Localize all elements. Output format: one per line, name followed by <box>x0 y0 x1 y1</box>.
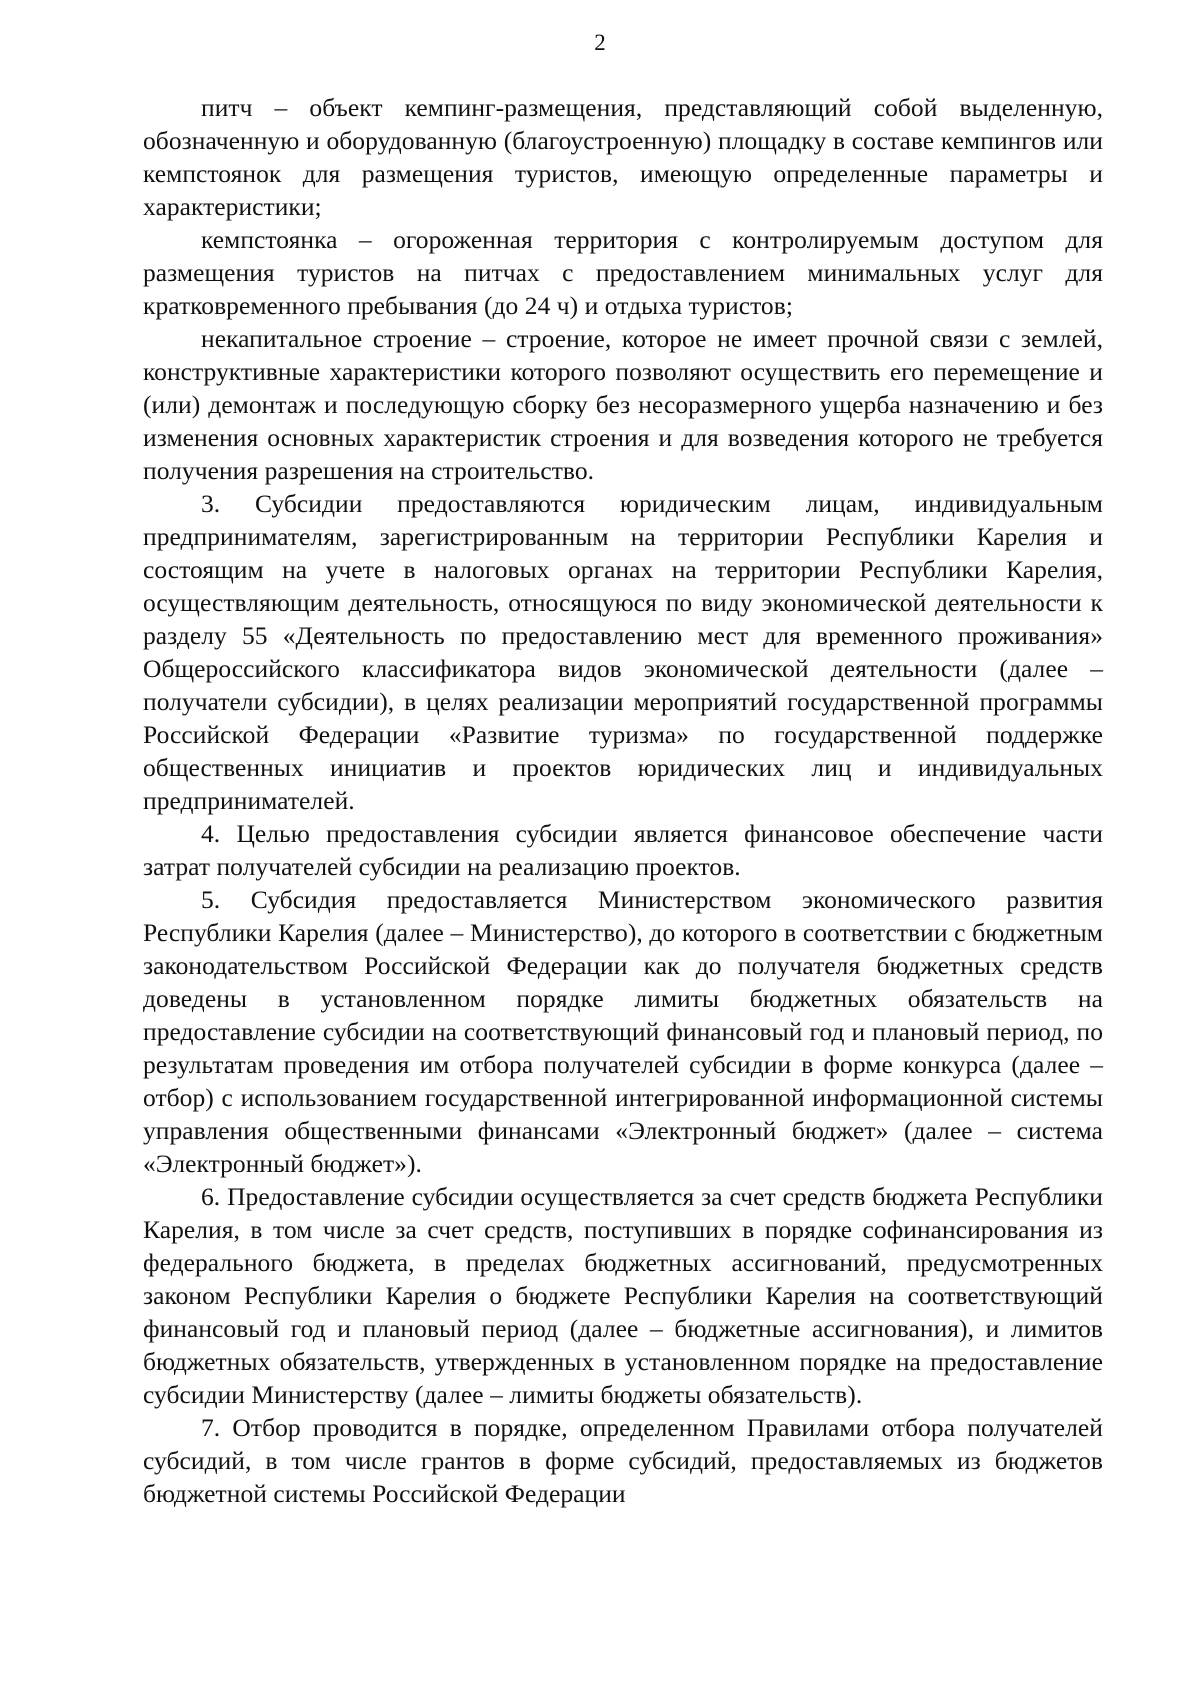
paragraph-campsite-definition: кемпстоянка – огороженная территория с контролируемым доступом для размещения туристов на питчах с предоставлением минимальных услуг для кратковременного пребывания (до 24 ч) и отдыха туристов; <box>143 225 1103 320</box>
page-number: 2 <box>594 30 606 55</box>
paragraph-temporary-structure-definition: некапитальное строение – строение, которое не имеет прочной связи с землей, конструктивные характеристики которого позволяют осуществить его перемещение и (или) демонтаж и последующую сборку без несоразмерного ущерба назначению и без изменения основных характеристик строения и для возведения которого не требуется получения разрешения на строительство. <box>143 324 1103 485</box>
paragraph-clause-4: 4. Целью предоставления субсидии является финансовое обеспечение части затрат получателей субсидии на реализацию проектов. <box>143 819 1103 881</box>
paragraph-clause-3: 3. Субсидии предоставляются юридическим лицам, индивидуальным предпринимателям, зарегистрированным на территории Республики Карелия и состоящим на учете в налоговых органах на территории Республики Карелия, осуществляющим деятельность, относящуюся по виду экономической деятельности к разделу 55 «Деятельность по предоставлению мест для временного проживания» Общероссийского классификатора видов экономической деятельности (далее – получатели субсидии), в целях реализации мероприятий государственной программы Российской Федерации «Развитие туризма» по государственной поддержке общественных инициатив и проектов юридических лиц и индивидуальных предпринимателей. <box>143 489 1103 815</box>
paragraph-clause-6: 6. Предоставление субсидии осуществляется за счет средств бюджета Республики Карелия, в том числе за счет средств, поступивших в порядке софинансирования из федерального бюджета, в пределах бюджетных ассигнований, предусмотренных законом Республики Карелия о бюджете Республики Карелия на соответствующий финансовый год и плановый период (далее – бюджетные ассигнования), и лимитов бюджетных обязательств, утвержденных в установленном порядке на предоставление субсидии Министерству (далее – лимиты бюджеты обязательств). <box>143 1182 1103 1409</box>
paragraph-clause-5: 5. Субсидия предоставляется Министерством экономического развития Республики Карелия (далее – Министерство), до которого в соответствии с бюджетным законодательством Российской Федерации как до получателя бюджетных средств доведены в установленном порядке лимиты бюджетных обязательств на предоставление субсидии на соответствующий финансовый год и плановый период, по результатам проведения им отбора получателей субсидии в форме конкурса (далее – отбор) с использованием государственной интегрированной информационной системы управления общественными финансами «Электронный бюджет» (далее – система «Электронный бюджет»). <box>143 885 1103 1178</box>
document-body <box>143 91 1103 1510</box>
paragraph-clause-7: 7. Отбор проводится в порядке, определенном Правилами отбора получателей субсидий, в том числе грантов в форме субсидий, предоставляемых из бюджетов бюджетной системы Российской Федерации <box>143 1413 1103 1508</box>
paragraph-pitch-definition: питч – объект кемпинг-размещения, представляющий собой выделенную, обозначенную и оборудованную (благоустроенную) площадку в составе кемпингов или кемпстоянок для размещения туристов, имеющую определенные параметры и характеристики; <box>143 93 1103 221</box>
